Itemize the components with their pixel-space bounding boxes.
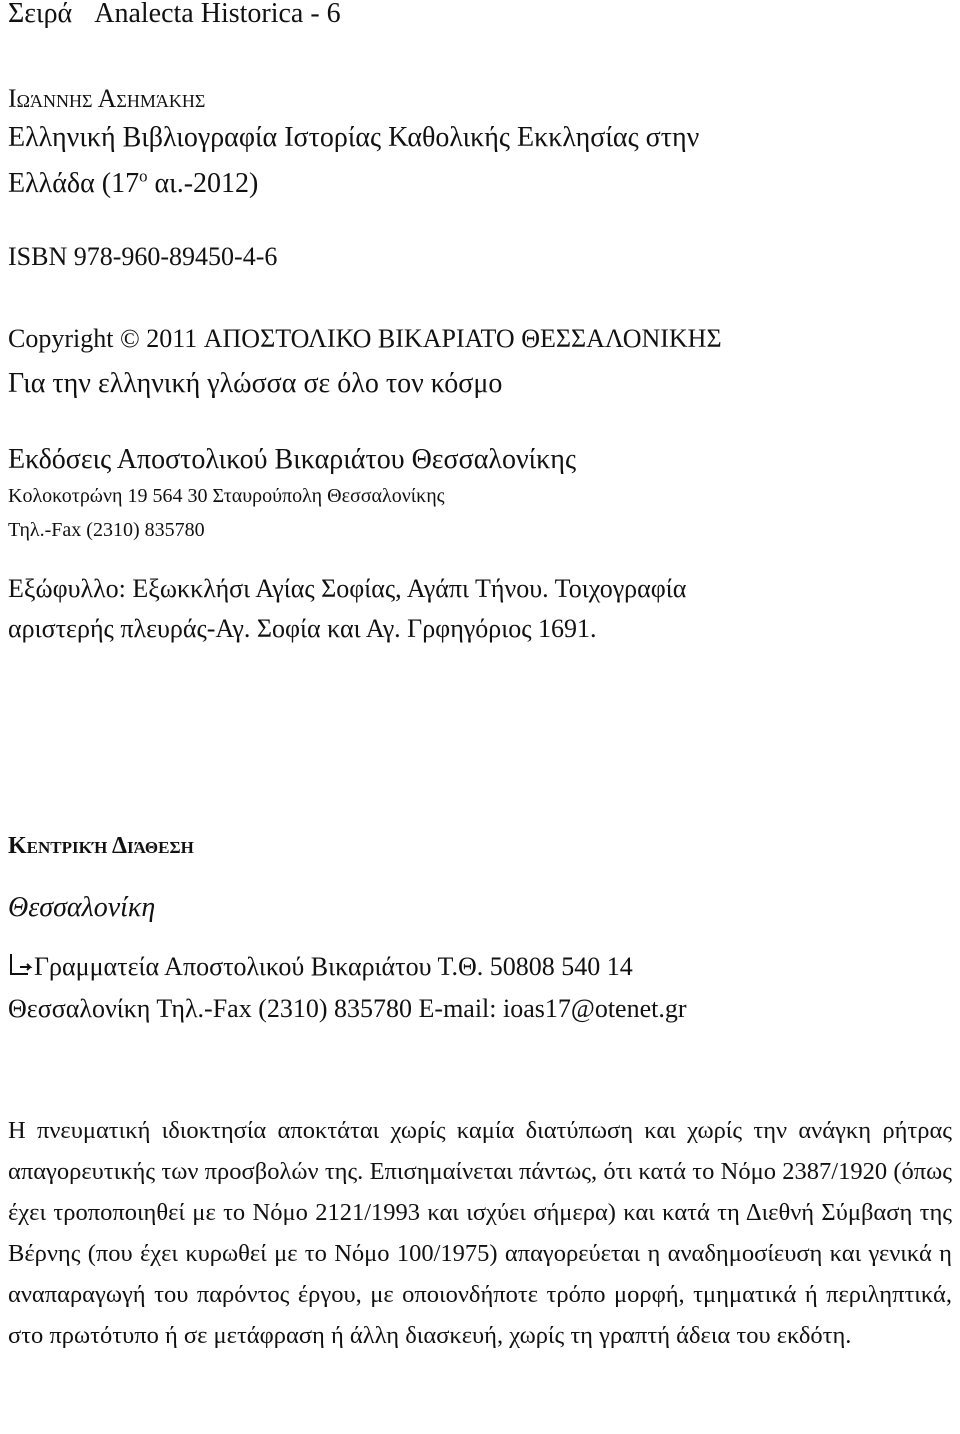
cover-caption-line-2: αριστερής πλευράς-Αγ. Σοφία και Αγ. Γρφηγόριος 1691. [8,614,597,643]
series-line [8,0,341,30]
book-title-line-2 [8,168,258,200]
legal-notice: Η πνευματική ιδιοκτησία αποκτάται χωρίς καμία διατύπωση και χωρίς την ανάγκη ρήτρας απαγορευτικής των προσβολών της. Επισημαίνεται πάντως, ότι κατά το Νόμο 2387/1920 (όπως έχει τροποποιηθεί με το Νόμο 2121/1993 και ισχύει σήμερα) και κατά τη Διεθνή Σύμβαση της Βέρνης (που έχει κυρωθεί με το Νόμο 100/1975) απαγορεύεται η αναδημοσίευση και γενικά η αναπαραγωγή του παρόντος έργου, με οποιονδήποτε τρόπο μορφή, τμηματικά ή περιληπτικά, στο πρωτότυπο ή σε μετάφραση ή άλλη διασκευή, χωρίς τη γραπτή άδεια του εκδότη. [8,1117,952,1349]
publisher-name: Εκδόσεις Αποστολικού Βικαριάτου Θεσσαλονίκης [8,444,577,475]
copyright-line [8,324,722,354]
publisher-phone: Τηλ.-Fax (2310) 835780 [8,519,205,541]
cover-caption-line-1: Εξώφυλλο: Εξωκκλήσι Αγίας Σοφίας, Αγάπι Τήνου. Τοιχογραφία [8,574,687,603]
distribution-city: Θεσσαλονίκη [8,892,156,923]
copyright-scope: Για την ελληνική γλώσσα σε όλο τον κόσμο [8,368,503,399]
secretariat-address: Γραμματεία Αποστολικού Βικαριάτου Τ.Θ. 50808 540 14 [34,952,633,981]
series-label: Σειρά [8,0,73,29]
copyright-prefix: Copyright [8,324,114,353]
title-superscript: ο [139,166,148,186]
copyright-holder: 2011 ΑΠΟΣΤΟΛΙΚΟ ΒΙΚΑΡΙΑΤΟ ΘΕΣΣΑΛΟΝΙΚΗΣ [146,324,722,353]
publisher-address: Κολοκοτρώνη 19 564 30 Σταυρούπολη Θεσσαλονίκης [8,485,445,507]
author-name: Ιωάννης Ασημάκης [8,84,206,113]
book-title-line-1: Ελληνική Βιβλιογραφία Ιστορίας Καθολικής Εκκλησίας στην [8,122,700,153]
distribution-line-1 [8,952,633,982]
title-suffix: αι.-2012) [147,168,259,199]
writing-hand-icon [8,952,34,978]
copyright-icon: © [119,324,140,353]
distribution-line-2: Θεσσαλονίκη Τηλ.-Fax (2310) 835780 E-mail: ioas17@otenet.gr [8,994,687,1023]
distribution-heading: Κεντρική Διάθεση [8,833,194,859]
isbn: ISBN 978-960-89450-4-6 [8,242,278,271]
title-prefix: Ελλάδα (17 [8,168,140,199]
series-name: Analecta Historica - 6 [94,0,341,29]
